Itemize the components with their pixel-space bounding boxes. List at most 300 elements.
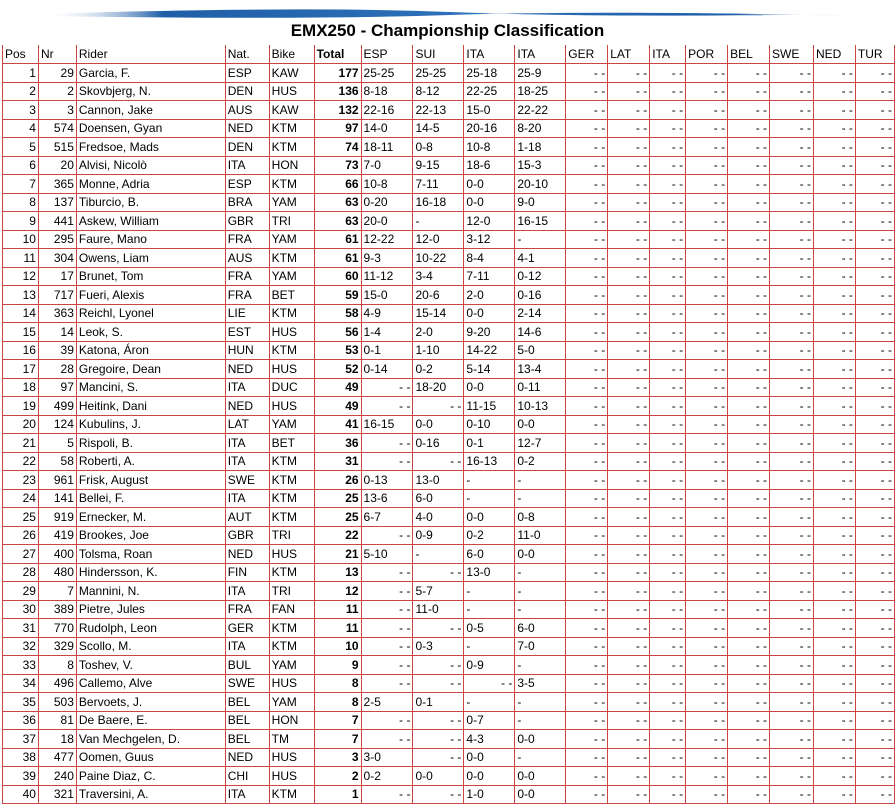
round-score-cell: 2-5 xyxy=(361,693,413,712)
round-score-cell: - - xyxy=(728,193,770,212)
table-row xyxy=(3,138,895,157)
round-score-cell: - - xyxy=(361,526,413,545)
round-score-cell: - - xyxy=(686,286,728,305)
bike-cell: HUS xyxy=(269,767,314,786)
round-score-cell: - - xyxy=(608,64,650,83)
round-score-cell: - - xyxy=(770,711,814,730)
position-cell: 8 xyxy=(3,193,39,212)
round-score-cell: - - xyxy=(413,730,464,749)
round-score-cell: - - xyxy=(650,637,686,656)
round-score-cell: - - xyxy=(566,286,608,305)
round-score-cell: - - xyxy=(566,267,608,286)
rider-cell: Gregoire, Dean xyxy=(76,360,225,379)
round-score-cell: - - xyxy=(855,434,894,453)
column-header: Nat. xyxy=(225,45,269,64)
rider-cell: Mannini, N. xyxy=(76,582,225,601)
round-score-cell: - - xyxy=(650,415,686,434)
round-score-cell: - - xyxy=(361,452,413,471)
position-cell: 33 xyxy=(3,656,39,675)
table-row xyxy=(3,286,895,305)
round-score-cell: - - xyxy=(566,674,608,693)
position-cell: 2 xyxy=(3,82,39,101)
round-score-cell: 16-13 xyxy=(464,452,515,471)
total-cell: 53 xyxy=(314,341,361,360)
round-score-cell: - - xyxy=(813,230,855,249)
round-score-cell: - - xyxy=(770,175,814,194)
bike-cell: YAM xyxy=(269,230,314,249)
round-score-cell: 0-0 xyxy=(464,508,515,527)
round-score-cell: - - xyxy=(650,471,686,490)
round-score-cell: - - xyxy=(608,230,650,249)
number-cell: 329 xyxy=(38,637,76,656)
round-score-cell: - - xyxy=(608,508,650,527)
nation-cell: NED xyxy=(225,545,269,564)
round-score-cell: - - xyxy=(686,785,728,804)
round-score-cell: - - xyxy=(770,415,814,434)
round-score-cell: - - xyxy=(813,341,855,360)
round-score-cell: - - xyxy=(855,785,894,804)
round-score-cell: 0-20 xyxy=(361,193,413,212)
table-row xyxy=(3,526,895,545)
nation-cell: ITA xyxy=(225,489,269,508)
round-score-cell: - - xyxy=(855,489,894,508)
page-title: EMX250 - Championship Classification xyxy=(290,21,605,40)
total-cell: 31 xyxy=(314,452,361,471)
table-row xyxy=(3,748,895,767)
column-header: LAT xyxy=(608,45,650,64)
round-score-cell: - - xyxy=(855,119,894,138)
round-score-cell: 5-0 xyxy=(515,341,566,360)
position-cell: 30 xyxy=(3,600,39,619)
round-score-cell: 5-7 xyxy=(413,582,464,601)
round-score-cell: 1-4 xyxy=(361,323,413,342)
round-score-cell: - - xyxy=(650,267,686,286)
round-score-cell: 10-13 xyxy=(515,397,566,416)
round-score-cell: - - xyxy=(608,341,650,360)
round-score-cell: - - xyxy=(566,156,608,175)
round-score-cell: - - xyxy=(650,489,686,508)
rider-cell: Mancini, S. xyxy=(76,378,225,397)
rider-cell: Pietre, Jules xyxy=(76,600,225,619)
round-score-cell: - - xyxy=(650,193,686,212)
round-score-cell: - - xyxy=(770,341,814,360)
number-cell: 389 xyxy=(38,600,76,619)
round-score-cell: - - xyxy=(413,674,464,693)
round-score-cell: - - xyxy=(813,101,855,120)
round-score-cell: - - xyxy=(855,101,894,120)
round-score-cell: - - xyxy=(728,156,770,175)
total-cell: 22 xyxy=(314,526,361,545)
round-score-cell: 7-11 xyxy=(464,267,515,286)
bike-cell: KTM xyxy=(269,138,314,157)
round-score-cell: 3-4 xyxy=(413,267,464,286)
round-score-cell: - - xyxy=(770,767,814,786)
table-row xyxy=(3,304,895,323)
table-row xyxy=(3,249,895,268)
round-score-cell: 13-4 xyxy=(515,360,566,379)
position-cell: 39 xyxy=(3,767,39,786)
bike-cell: KAW xyxy=(269,101,314,120)
number-cell: 419 xyxy=(38,526,76,545)
total-cell: 11 xyxy=(314,619,361,638)
round-score-cell: - - xyxy=(566,341,608,360)
rider-cell: Monne, Adria xyxy=(76,175,225,194)
round-score-cell: 13-6 xyxy=(361,489,413,508)
round-score-cell: - - xyxy=(686,101,728,120)
round-score-cell: - - xyxy=(728,526,770,545)
round-score-cell: 4-1 xyxy=(515,249,566,268)
round-score-cell: - - xyxy=(728,323,770,342)
round-score-cell: - - xyxy=(686,212,728,231)
round-score-cell: 1-0 xyxy=(464,785,515,804)
round-score-cell: - - xyxy=(728,230,770,249)
table-row xyxy=(3,193,895,212)
rider-cell: Tiburcio, B. xyxy=(76,193,225,212)
round-score-cell: 0-0 xyxy=(413,415,464,434)
round-score-cell: - - xyxy=(813,452,855,471)
column-header: POR xyxy=(686,45,728,64)
round-score-cell: 0-0 xyxy=(464,378,515,397)
column-header: SWE xyxy=(770,45,814,64)
round-score-cell: - - xyxy=(608,378,650,397)
total-cell: 63 xyxy=(314,212,361,231)
round-score-cell: - - xyxy=(770,119,814,138)
round-score-cell: - - xyxy=(650,730,686,749)
round-score-cell: - - xyxy=(566,545,608,564)
round-score-cell: - - xyxy=(650,82,686,101)
bike-cell: YAM xyxy=(269,193,314,212)
total-cell: 12 xyxy=(314,582,361,601)
header-banner xyxy=(0,0,895,18)
round-score-cell: 0-12 xyxy=(515,267,566,286)
round-score-cell: - - xyxy=(566,175,608,194)
round-score-cell: - - xyxy=(608,748,650,767)
round-score-cell: 25-25 xyxy=(413,64,464,83)
round-score-cell: - - xyxy=(728,600,770,619)
round-score-cell: 7-0 xyxy=(361,156,413,175)
round-score-cell: - - xyxy=(686,452,728,471)
number-cell: 240 xyxy=(38,767,76,786)
round-score-cell: 6-7 xyxy=(361,508,413,527)
number-cell: 5 xyxy=(38,434,76,453)
round-score-cell: - - xyxy=(686,360,728,379)
round-score-cell: - - xyxy=(566,249,608,268)
position-cell: 1 xyxy=(3,64,39,83)
rider-cell: Tolsma, Roan xyxy=(76,545,225,564)
round-score-cell: - - xyxy=(855,415,894,434)
round-score-cell: 0-14 xyxy=(361,360,413,379)
round-score-cell: 7-11 xyxy=(413,175,464,194)
round-score-cell: 25-18 xyxy=(464,64,515,83)
round-score-cell: - - xyxy=(728,138,770,157)
bike-cell: YAM xyxy=(269,415,314,434)
round-score-cell: - - xyxy=(608,656,650,675)
round-score-cell: 8-18 xyxy=(361,82,413,101)
round-score-cell: - - xyxy=(686,175,728,194)
bike-cell: FAN xyxy=(269,600,314,619)
round-score-cell: 0-0 xyxy=(515,730,566,749)
column-header: Total xyxy=(314,45,361,64)
nation-cell: ITA xyxy=(225,637,269,656)
round-score-cell: 0-16 xyxy=(515,286,566,305)
rider-cell: Kubulins, J. xyxy=(76,415,225,434)
round-score-cell: - - xyxy=(361,397,413,416)
round-score-cell: - - xyxy=(361,674,413,693)
round-score-cell: - - xyxy=(855,471,894,490)
round-score-cell: - - xyxy=(566,304,608,323)
round-score-cell: - - xyxy=(686,674,728,693)
round-score-cell: 20-6 xyxy=(413,286,464,305)
number-cell: 499 xyxy=(38,397,76,416)
column-header: ITA xyxy=(515,45,566,64)
round-score-cell: - - xyxy=(813,489,855,508)
round-score-cell: - - xyxy=(608,693,650,712)
round-score-cell: - - xyxy=(770,785,814,804)
number-cell: 574 xyxy=(38,119,76,138)
nation-cell: BEL xyxy=(225,693,269,712)
round-score-cell: - - xyxy=(770,230,814,249)
round-score-cell: - - xyxy=(566,360,608,379)
round-score-cell: - - xyxy=(686,656,728,675)
round-score-cell: 0-1 xyxy=(464,434,515,453)
round-score-cell: - - xyxy=(813,674,855,693)
round-score-cell: - xyxy=(515,489,566,508)
number-cell: 717 xyxy=(38,286,76,305)
round-score-cell: - - xyxy=(686,304,728,323)
round-score-cell: - - xyxy=(728,101,770,120)
table-row xyxy=(3,563,895,582)
round-score-cell: 0-16 xyxy=(413,434,464,453)
round-score-cell: - - xyxy=(813,434,855,453)
nation-cell: NED xyxy=(225,119,269,138)
round-score-cell: 0-0 xyxy=(515,545,566,564)
table-row xyxy=(3,693,895,712)
nation-cell: ITA xyxy=(225,378,269,397)
bike-cell: KAW xyxy=(269,64,314,83)
round-score-cell: - - xyxy=(361,434,413,453)
round-score-cell: - - xyxy=(566,526,608,545)
round-score-cell: - - xyxy=(361,785,413,804)
number-cell: 28 xyxy=(38,360,76,379)
round-score-cell: - - xyxy=(566,230,608,249)
round-score-cell: 20-10 xyxy=(515,175,566,194)
total-cell: 25 xyxy=(314,489,361,508)
round-score-cell: - xyxy=(515,582,566,601)
round-score-cell: - - xyxy=(813,82,855,101)
round-score-cell: - xyxy=(515,563,566,582)
round-score-cell: 3-5 xyxy=(515,674,566,693)
number-cell: 2 xyxy=(38,82,76,101)
round-score-cell: - xyxy=(413,212,464,231)
round-score-cell: 9-0 xyxy=(515,193,566,212)
round-score-cell: 0-1 xyxy=(361,341,413,360)
round-score-cell: - - xyxy=(770,563,814,582)
total-cell: 97 xyxy=(314,119,361,138)
round-score-cell: - - xyxy=(813,526,855,545)
round-score-cell: 0-0 xyxy=(464,748,515,767)
round-score-cell: - - xyxy=(650,304,686,323)
rider-cell: Katona, Áron xyxy=(76,341,225,360)
round-score-cell: - - xyxy=(813,304,855,323)
rider-cell: Traversini, A. xyxy=(76,785,225,804)
round-score-cell: - - xyxy=(813,323,855,342)
bike-cell: KTM xyxy=(269,304,314,323)
table-header-row xyxy=(3,45,895,64)
round-score-cell: - - xyxy=(728,119,770,138)
round-score-cell: 0-7 xyxy=(464,711,515,730)
round-score-cell: - - xyxy=(813,119,855,138)
total-cell: 63 xyxy=(314,193,361,212)
table-row xyxy=(3,175,895,194)
round-score-cell: - - xyxy=(686,267,728,286)
position-cell: 26 xyxy=(3,526,39,545)
bike-cell: KTM xyxy=(269,563,314,582)
round-score-cell: - - xyxy=(728,730,770,749)
bike-cell: TRI xyxy=(269,526,314,545)
round-score-cell: - - xyxy=(413,452,464,471)
round-score-cell: - - xyxy=(728,360,770,379)
bike-cell: TRI xyxy=(269,212,314,231)
total-cell: 2 xyxy=(314,767,361,786)
round-score-cell: 0-2 xyxy=(413,360,464,379)
number-cell: 29 xyxy=(38,64,76,83)
number-cell: 400 xyxy=(38,545,76,564)
round-score-cell: - - xyxy=(650,693,686,712)
nation-cell: DEN xyxy=(225,138,269,157)
round-score-cell: - - xyxy=(686,378,728,397)
bike-cell: HUS xyxy=(269,545,314,564)
position-cell: 16 xyxy=(3,341,39,360)
number-cell: 496 xyxy=(38,674,76,693)
round-score-cell: - - xyxy=(608,101,650,120)
total-cell: 10 xyxy=(314,637,361,656)
round-score-cell: - - xyxy=(855,323,894,342)
position-cell: 27 xyxy=(3,545,39,564)
table-row xyxy=(3,489,895,508)
column-header: SUI xyxy=(413,45,464,64)
round-score-cell: - - xyxy=(566,101,608,120)
total-cell: 41 xyxy=(314,415,361,434)
round-score-cell: - - xyxy=(608,138,650,157)
rider-cell: Frisk, August xyxy=(76,471,225,490)
round-score-cell: - - xyxy=(686,156,728,175)
round-score-cell: - - xyxy=(728,656,770,675)
round-score-cell: - - xyxy=(608,397,650,416)
column-header: ITA xyxy=(650,45,686,64)
table-row xyxy=(3,119,895,138)
round-score-cell: - - xyxy=(650,119,686,138)
position-cell: 32 xyxy=(3,637,39,656)
round-score-cell: - - xyxy=(855,600,894,619)
round-score-cell: - - xyxy=(650,600,686,619)
round-score-cell: - - xyxy=(813,545,855,564)
round-score-cell: - - xyxy=(728,378,770,397)
round-score-cell: - - xyxy=(361,711,413,730)
round-score-cell: - - xyxy=(608,304,650,323)
rider-cell: Roberti, A. xyxy=(76,452,225,471)
round-score-cell: - - xyxy=(813,415,855,434)
nation-cell: NED xyxy=(225,748,269,767)
bike-cell: KTM xyxy=(269,508,314,527)
rider-cell: Heitink, Dani xyxy=(76,397,225,416)
position-cell: 14 xyxy=(3,304,39,323)
round-score-cell: 25-25 xyxy=(361,64,413,83)
round-score-cell: 4-0 xyxy=(413,508,464,527)
round-score-cell: - - xyxy=(770,378,814,397)
round-score-cell: - - xyxy=(813,711,855,730)
round-score-cell: - - xyxy=(728,304,770,323)
round-score-cell: - - xyxy=(413,656,464,675)
rider-cell: Bervoets, J. xyxy=(76,693,225,712)
rider-cell: Toshev, V. xyxy=(76,656,225,675)
number-cell: 58 xyxy=(38,452,76,471)
table-row xyxy=(3,785,895,804)
round-score-cell: 0-2 xyxy=(464,526,515,545)
position-cell: 10 xyxy=(3,230,39,249)
table-row xyxy=(3,545,895,564)
round-score-cell: - - xyxy=(686,415,728,434)
position-cell: 4 xyxy=(3,119,39,138)
rider-cell: Van Mechgelen, D. xyxy=(76,730,225,749)
round-score-cell: - - xyxy=(686,341,728,360)
total-cell: 1 xyxy=(314,785,361,804)
rider-cell: De Baere, E. xyxy=(76,711,225,730)
round-score-cell: - - xyxy=(855,730,894,749)
round-score-cell: - - xyxy=(650,175,686,194)
round-score-cell: - - xyxy=(413,785,464,804)
round-score-cell: - - xyxy=(770,452,814,471)
round-score-cell: - - xyxy=(650,785,686,804)
round-score-cell: - - xyxy=(686,545,728,564)
round-score-cell: 8-12 xyxy=(413,82,464,101)
round-score-cell: 2-0 xyxy=(464,286,515,305)
round-score-cell: - - xyxy=(855,360,894,379)
round-score-cell: - - xyxy=(650,249,686,268)
number-cell: 3 xyxy=(38,101,76,120)
round-score-cell: - - xyxy=(650,711,686,730)
round-score-cell: 13-0 xyxy=(413,471,464,490)
position-cell: 19 xyxy=(3,397,39,416)
position-cell: 12 xyxy=(3,267,39,286)
round-score-cell: - - xyxy=(813,508,855,527)
total-cell: 74 xyxy=(314,138,361,157)
rider-cell: Doensen, Gyan xyxy=(76,119,225,138)
round-score-cell: - - xyxy=(686,748,728,767)
round-score-cell: - - xyxy=(813,619,855,638)
round-score-cell: - - xyxy=(650,452,686,471)
total-cell: 7 xyxy=(314,711,361,730)
position-cell: 7 xyxy=(3,175,39,194)
round-score-cell: - - xyxy=(686,600,728,619)
total-cell: 61 xyxy=(314,249,361,268)
rider-cell: Leok, S. xyxy=(76,323,225,342)
round-score-cell: - - xyxy=(855,397,894,416)
round-score-cell: - - xyxy=(608,619,650,638)
table-row xyxy=(3,471,895,490)
table-row xyxy=(3,212,895,231)
position-cell: 24 xyxy=(3,489,39,508)
round-score-cell: 4-3 xyxy=(464,730,515,749)
round-score-cell: - - xyxy=(770,82,814,101)
round-score-cell: - - xyxy=(686,230,728,249)
position-cell: 38 xyxy=(3,748,39,767)
round-score-cell: - - xyxy=(855,193,894,212)
round-score-cell: - - xyxy=(813,378,855,397)
round-score-cell: 0-9 xyxy=(413,526,464,545)
round-score-cell: - - xyxy=(686,526,728,545)
number-cell: 124 xyxy=(38,415,76,434)
position-cell: 29 xyxy=(3,582,39,601)
